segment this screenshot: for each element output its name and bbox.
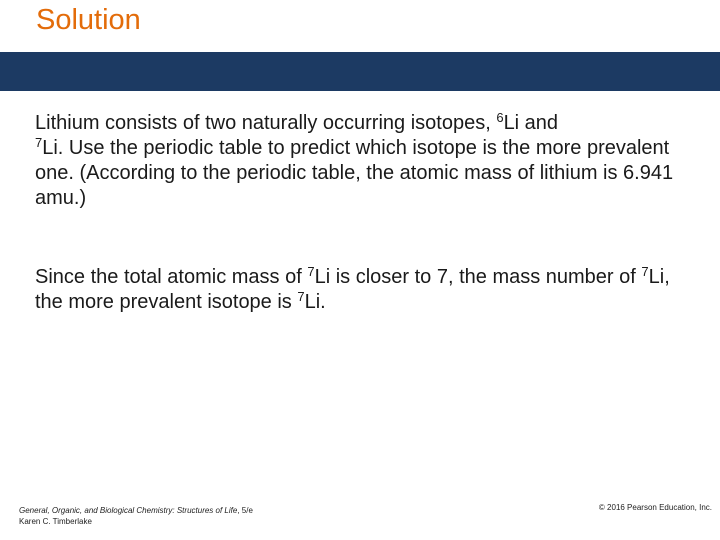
question-text-2: Li and	[503, 112, 559, 134]
isotope-mass-number: 7	[297, 289, 305, 304]
isotope-mass-number: 7	[35, 135, 43, 150]
question-paragraph	[35, 111, 695, 211]
isotope-mass-number: 7	[307, 264, 315, 279]
isotope-mass-number: 7	[641, 264, 649, 279]
question-text-1: Lithium consists of two naturally occurring isotopes,	[35, 112, 497, 134]
footer-book-title: General, Organic, and Biological Chemistry: Structures of Life	[19, 506, 238, 515]
answer-text-1: Since the total atomic mass of	[35, 266, 308, 288]
question-text-3: Li. Use the periodic table to predict which isotope is the more prevalent one. (According to the periodic table, the atomic mass of lithium is 6.941 amu.)	[35, 137, 674, 209]
answer-paragraph	[35, 265, 695, 315]
answer-text-2: Li is closer to 7, the mass number of	[314, 266, 642, 288]
footer-book-info	[19, 505, 253, 527]
isotope-mass-number: 6	[496, 110, 504, 125]
answer-text-4: Li.	[304, 291, 326, 313]
answer-text-3: Li, the more prevalent isotope is	[35, 266, 670, 313]
footer-edition: , 5/e	[237, 506, 253, 515]
slide-title: Solution	[36, 4, 141, 36]
footer-copyright: © 2016 Pearson Education, Inc.	[598, 503, 712, 512]
footer-author: Karen C. Timberlake	[19, 517, 92, 526]
title-bar	[0, 52, 720, 91]
